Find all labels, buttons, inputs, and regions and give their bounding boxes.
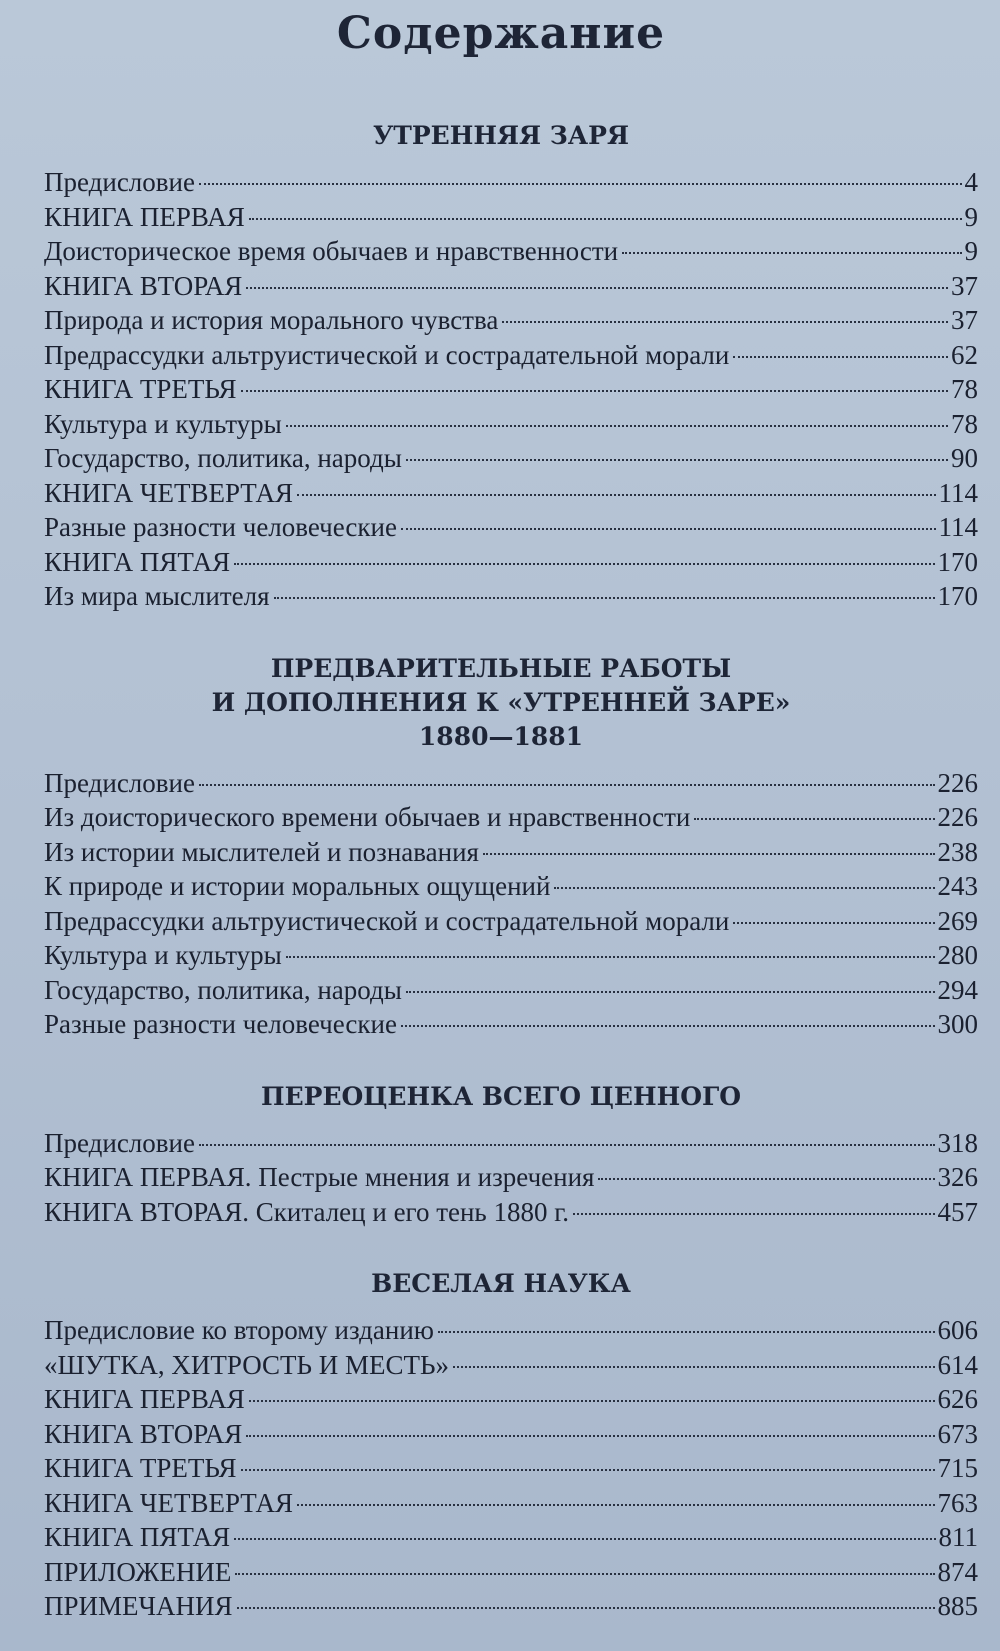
toc-entry (44, 1009, 978, 1044)
toc-entry-page-number: 715 (937, 1453, 978, 1483)
toc-entry (44, 1591, 978, 1626)
toc-entry-title: Культура и культуры (44, 408, 282, 439)
dot-leader (199, 183, 962, 185)
toc-entry (44, 1522, 978, 1557)
toc-entry-list (44, 1128, 978, 1232)
dot-leader (573, 1213, 934, 1215)
toc-entry (44, 547, 978, 582)
toc-entry-title: КНИГА ПЯТАЯ (44, 1522, 231, 1552)
dot-leader (234, 1538, 935, 1540)
dot-leader (249, 1400, 935, 1402)
toc-entry-page-number: 78 (951, 408, 978, 439)
toc-entry-title: Разные разности человеческие (44, 512, 397, 542)
toc-section (44, 1080, 978, 1232)
toc-entry-page-number: 90 (951, 443, 978, 473)
section-heading-line: УТРЕННЯЯ ЗАРЯ (372, 121, 630, 150)
toc-entry-page-number: 280 (937, 940, 978, 970)
toc-entry-title: Государство, политика, народы (44, 443, 402, 473)
toc-entry-page-number: 170 (937, 546, 978, 577)
toc-entry (44, 940, 978, 975)
toc-entry-page-number: 238 (937, 836, 978, 867)
toc-entry-page-number: 885 (937, 1591, 978, 1621)
dot-leader (199, 784, 935, 786)
toc-entry (44, 1453, 978, 1488)
section-heading-line: ПРЕДВАРИТЕЛЬНЫЕ РАБОТЫ (270, 653, 732, 683)
dot-leader (274, 597, 935, 599)
section-heading-line: 1880—1881 (418, 721, 584, 751)
toc-entry (44, 443, 978, 478)
toc-entry-title: «ШУТКА, ХИТРОСТЬ И МЕСТЬ» (44, 1349, 450, 1380)
toc-entry (44, 305, 978, 340)
section-heading (44, 1080, 978, 1114)
dot-leader (237, 1607, 935, 1609)
toc-entry-title: Предисловие (44, 167, 195, 197)
toc-entry (44, 512, 978, 547)
toc-entry (44, 581, 978, 616)
toc-entry-page-number: 37 (951, 305, 978, 335)
dot-leader (622, 252, 961, 254)
toc-entry-title: КНИГА ПЕРВАЯ (44, 201, 245, 232)
dot-leader (246, 1435, 934, 1437)
toc-entry-title: КНИГА ТРЕТЬЯ (44, 374, 237, 404)
toc-entry-page-number: 243 (937, 871, 978, 901)
dot-leader (241, 390, 949, 392)
toc-entry-title: ПРИМЕЧАНИЯ (44, 1591, 233, 1621)
toc-entry-list (44, 768, 978, 1044)
toc-entry-page-number: 763 (937, 1487, 978, 1518)
dot-leader (401, 528, 936, 530)
toc-section (44, 1267, 978, 1626)
toc-entry-title: Из доисторического времени обычаев и нравственности (44, 802, 691, 832)
toc-entry-title: Предисловие (44, 767, 195, 798)
toc-entry (44, 374, 978, 409)
toc-entry (44, 871, 978, 906)
toc-entry-title: К природе и истории моральных ощущений (44, 871, 551, 901)
section-heading (44, 119, 978, 153)
toc-entry-title: Доисторическое время обычаев и нравственности (44, 236, 619, 266)
toc-entry-page-number: 294 (937, 974, 978, 1005)
toc-entry (44, 478, 978, 513)
dot-leader (246, 287, 948, 289)
toc-entry (44, 802, 978, 837)
toc-entry-title: Предрассудки альтруистической и сострадательной морали (44, 905, 730, 936)
toc-entry-title: КНИГА ПЯТАЯ (44, 546, 231, 577)
toc-entry-page-number: 457 (937, 1196, 978, 1227)
toc-entry-list (44, 1315, 978, 1626)
toc-entry (44, 906, 978, 941)
toc-entry-page-number: 326 (937, 1162, 978, 1192)
dot-leader (483, 853, 935, 855)
toc-entry-title: Культура и культуры (44, 940, 282, 970)
toc-entry-title: КНИГА ТРЕТЬЯ (44, 1453, 237, 1483)
dot-leader (453, 1366, 934, 1368)
dot-leader (502, 321, 948, 323)
toc-entry (44, 837, 978, 872)
toc-entry-title: КНИГА ЧЕТВЕРТАЯ (44, 1487, 293, 1518)
section-heading-line: И ДОПОЛНЕНИЯ К «УТРЕННЕЙ ЗАРЕ» (211, 687, 791, 717)
section-heading (44, 1267, 978, 1301)
toc-entry (44, 340, 978, 375)
toc-entry-page-number: 37 (951, 270, 978, 301)
toc-entry-page-number: 614 (937, 1349, 978, 1380)
toc-entry-page-number: 62 (951, 339, 978, 370)
toc-entry (44, 1419, 978, 1454)
dot-leader (733, 922, 934, 924)
toc-entry-title: ПРИЛОЖЕНИЕ (44, 1556, 232, 1587)
toc-entry-page-number: 300 (937, 1009, 978, 1039)
dot-leader (438, 1331, 935, 1333)
section-heading-line: ПЕРЕОЦЕНКА ВСЕГО ЦЕННОГО (260, 1081, 742, 1111)
toc-entry-title: Предисловие ко второму изданию (44, 1315, 434, 1345)
toc-section (44, 119, 978, 616)
dot-leader (297, 1504, 935, 1506)
toc-entry (44, 1488, 978, 1523)
toc-entry (44, 1162, 978, 1197)
dot-leader (234, 563, 934, 565)
toc-entry-title: КНИГА ВТОРАЯ (44, 1418, 243, 1449)
dot-leader (406, 991, 935, 993)
toc-entry-page-number: 9 (964, 201, 978, 232)
table-of-contents (44, 119, 978, 1626)
dot-leader (406, 459, 948, 461)
toc-entry (44, 202, 978, 237)
toc-entry-title: Предрассудки альтруистической и сострадательной морали (44, 339, 730, 370)
toc-entry-title: КНИГА ЧЕТВЕРТАЯ (44, 477, 293, 508)
toc-entry (44, 975, 978, 1010)
toc-entry-page-number: 626 (937, 1384, 978, 1414)
toc-entry-title: КНИГА ПЕРВАЯ. Пестрые мнения и изречения (44, 1162, 595, 1192)
toc-entry-page-number: 226 (937, 767, 978, 798)
toc-entry-page-number: 811 (938, 1522, 978, 1552)
toc-entry (44, 1128, 978, 1163)
toc-entry-page-number: 9 (964, 236, 978, 266)
toc-entry (44, 409, 978, 444)
toc-entry (44, 1315, 978, 1350)
toc-entry-title: КНИГА ВТОРАЯ. Скиталец и его тень 1880 г. (44, 1196, 570, 1227)
toc-entry-page-number: 114 (938, 512, 978, 542)
dot-leader (297, 494, 936, 496)
toc-entry-title: КНИГА ПЕРВАЯ (44, 1384, 245, 1414)
dot-leader (199, 1144, 935, 1146)
toc-entry-page-number: 874 (937, 1556, 978, 1587)
dot-leader (241, 1469, 935, 1471)
page-title: Содержание (336, 8, 666, 59)
dot-leader (235, 1573, 934, 1575)
dot-leader (554, 887, 934, 889)
toc-entry (44, 1557, 978, 1592)
toc-entry (44, 1384, 978, 1419)
toc-entry (44, 236, 978, 271)
toc-entry-page-number: 226 (937, 802, 978, 832)
toc-entry-page-number: 4 (964, 167, 978, 197)
toc-entry-list (44, 167, 978, 616)
dot-leader (249, 218, 962, 220)
dot-leader (286, 956, 935, 958)
toc-entry-page-number: 114 (938, 477, 978, 508)
toc-entry-title: Из истории мыслителей и познавания (44, 836, 479, 867)
toc-entry-title: Предисловие (44, 1127, 195, 1158)
toc-entry-title: Из мира мыслителя (44, 581, 270, 611)
toc-entry-title: КНИГА ВТОРАЯ (44, 270, 243, 301)
section-heading-line: ВЕСЕЛАЯ НАУКА (371, 1269, 631, 1298)
dot-leader (733, 356, 948, 358)
toc-entry-page-number: 318 (937, 1127, 978, 1158)
toc-entry-title: Государство, политика, народы (44, 974, 402, 1005)
toc-entry-page-number: 673 (937, 1418, 978, 1449)
dot-leader (286, 425, 948, 427)
toc-entry (44, 271, 978, 306)
section-heading (44, 652, 978, 754)
toc-entry (44, 1197, 978, 1232)
dot-leader (694, 818, 934, 820)
dot-leader (401, 1025, 935, 1027)
toc-entry-page-number: 170 (937, 581, 978, 611)
toc-entry (44, 167, 978, 202)
toc-entry-title: Природа и история морального чувства (44, 305, 499, 335)
dot-leader (598, 1178, 934, 1180)
toc-entry-page-number: 606 (937, 1315, 978, 1345)
toc-entry (44, 1350, 978, 1385)
toc-entry-page-number: 78 (951, 374, 978, 404)
toc-entry-page-number: 269 (937, 905, 978, 936)
toc-entry-title: Разные разности человеческие (44, 1009, 397, 1039)
toc-section (44, 652, 978, 1044)
toc-entry (44, 768, 978, 803)
